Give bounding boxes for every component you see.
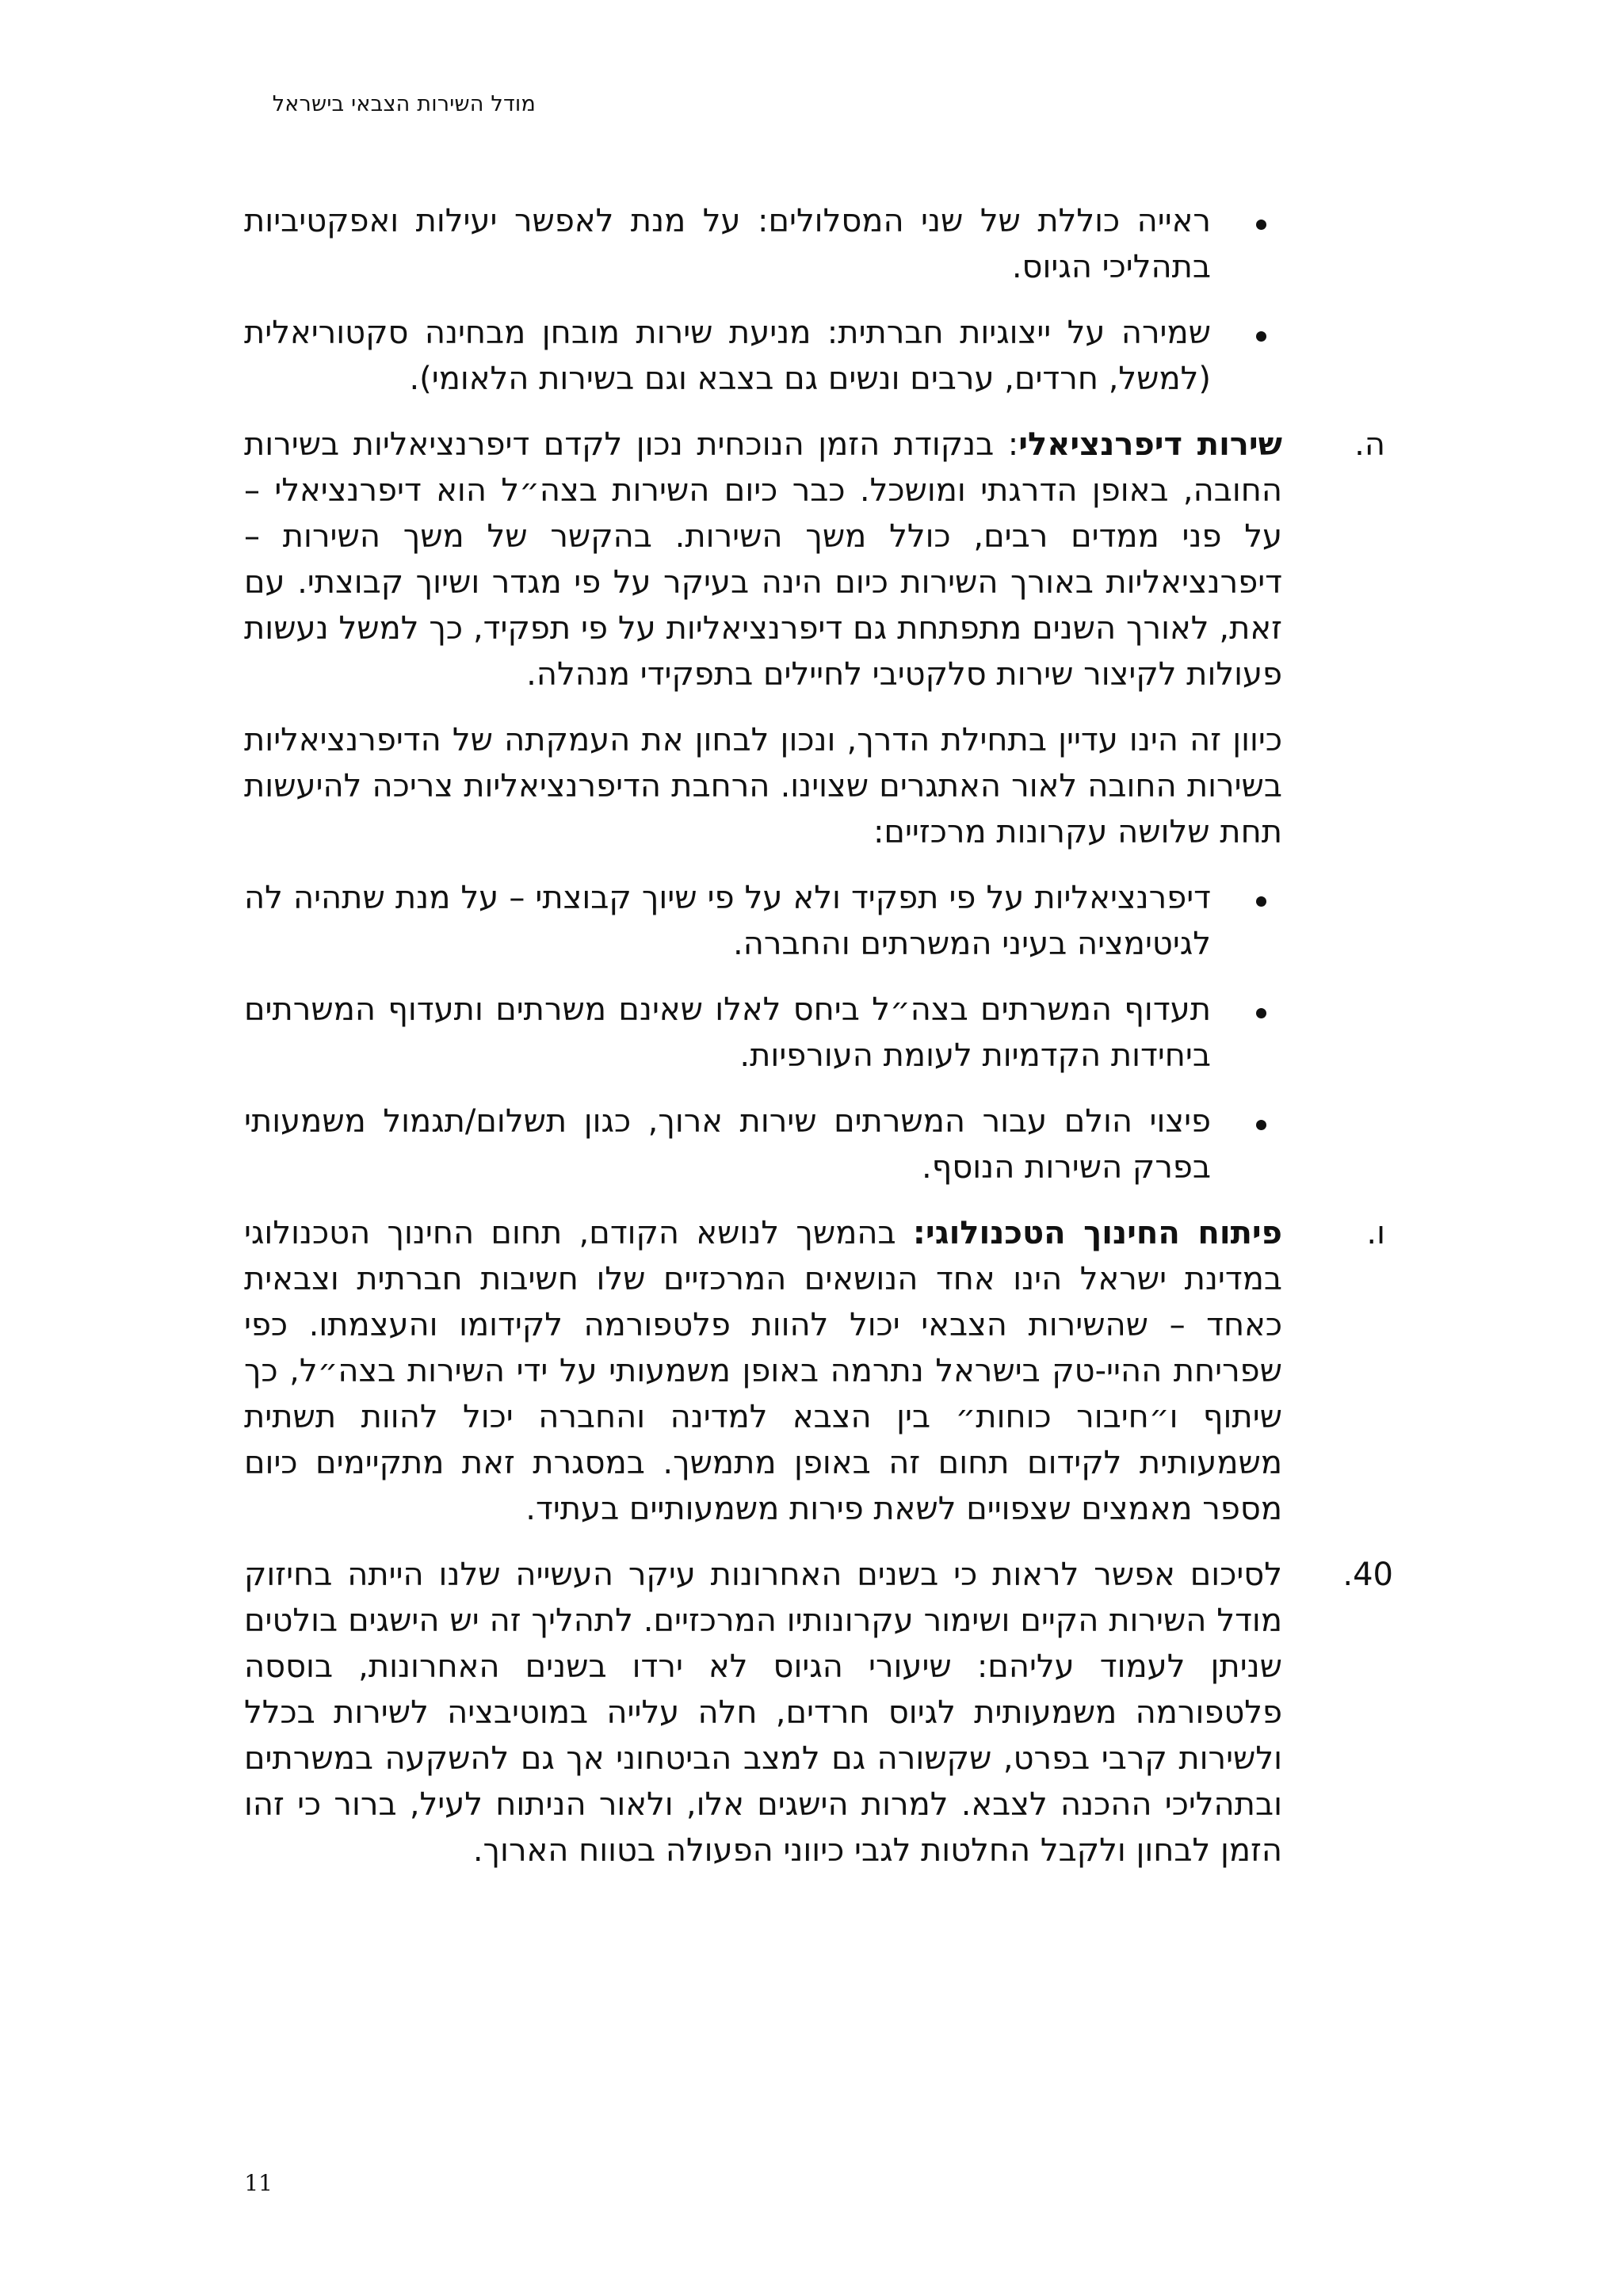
paragraph-number: 40. — [1342, 1557, 1393, 1593]
bullet-item — [244, 987, 1282, 1079]
bullet-item — [244, 310, 1282, 402]
bullet-text: דיפרנציאליות על פי תפקיד ולא על פי שיוך קבוצתי – על מנת שתהיה לה לגיטימציה בעיני המשרתים והחברה. — [244, 880, 1211, 962]
bullet-item — [244, 875, 1282, 967]
section-vav — [244, 1210, 1385, 1532]
bullet-item — [244, 198, 1282, 290]
section-marker: ה. — [1354, 426, 1385, 463]
bullet-text: שמירה על ייצוגיות חברתית: מניעת שירות מובחן מבחינה סקטוריאלית (למשל, חרדים, ערבים ונשים גם בצבא וגם בשירות הלאומי). — [244, 315, 1211, 397]
section-he — [244, 422, 1385, 697]
bullet-text: תעדוף המשרתים בצה״ל ביחס לאלו שאינם משרתים ותעדוף המשרתים ביחידות הקדמיות לעומת העורפיות. — [244, 991, 1211, 1074]
section-title: שירות דיפרנציאלי — [1018, 426, 1282, 463]
bullet-dot-icon — [1256, 331, 1266, 342]
bullet-text: פיצוי הולם עבור המשרתים שירות ארוך, כגון תשלום/תגמול משמעותי בפרק השירות הנוסף. — [244, 1103, 1211, 1186]
bullet-text: ראייה כוללת של שני המסלולים: על מנת לאפשר יעילות ואפקטיביות בתהליכי הגיוס. — [244, 203, 1211, 285]
paragraph-text: לסיכום אפשר לראות כי בשנים האחרונות עיקר העשייה שלנו הייתה בחיזוק מודל השירות הקיים ושימור עקרונותיו המרכזיים. לתהליך זה יש הישגים בולטים שניתן לעמוד עליהם: שיעורי הגיוס לא ירדו בשנים האחרונות, בוססה פלטפורמה משמעותית לגיוס חרדים, חלה עלייה במוטיבציה לשירות בכלל ולשירות קרבי בפרט, שקשורה גם למצב הביטחוני אך גם להשקעה במשרתים ובתהליכי ההכנה לצבא. למרות הישגים אלו, ולאור הניתוח לעיל, ברור כי זהו הזמן לבחון ולקבל החלטות לגבי כיווני הפעולה בטווח הארוך. — [244, 1557, 1282, 1869]
page-number: 11 — [244, 2170, 273, 2196]
running-header: מודל השירות הצבאי בישראל — [272, 92, 536, 117]
paragraph-text: כיוון זה הינו עדיין בתחילת הדרך, ונכון לבחון את העמקתה של הדיפרנציאליות בשירות החובה לאור האתגרים שצוינו. הרחבת הדיפרנציאליות צריכה להיעשות תחת שלושה עקרונות מרכזיים: — [244, 722, 1282, 850]
section-title: פיתוח החינוך הטכנולוגי: — [912, 1215, 1282, 1251]
section-text: : בנקודת הזמן הנוכחית נכון לקדם דיפרנציאליות בשירות החובה, באופן הדרגתי ומושכל. כבר כיום השירות בצה״ל הוא דיפרנציאלי – על פני ממדים רבים, כולל משך השירות. בהקשר של משך השירות – דיפרנציאליות באורך השירות כיום הינה בעיקר על פי מגדר ושיוך קבוצתי. עם זאת, לאורך השנים מתפתחת גם דיפרנציאליות על פי תפקיד, כך למשל נעשות פעולות לקיצור שירות סלקטיבי לחיילים בתפקידי מנהלה. — [244, 426, 1282, 693]
bullet-dot-icon — [1256, 220, 1266, 230]
page-content — [244, 198, 1393, 1874]
bullet-item — [244, 1098, 1282, 1190]
section-he-paragraph-2 — [244, 717, 1282, 855]
bullet-dot-icon — [1256, 896, 1266, 907]
section-body — [244, 1210, 1282, 1532]
section-text: בהמשך לנושא הקודם, תחום החינוך הטכנולוגי במדינת ישראל הינו אחד הנושאים המרכזיים שלו חשיבות חברתית וצבאית כאחד – שהשירות הצבאי יכול להוות פלטפורמה לקידומו והעצמתו. כפי שפריחת ההיי-טק בישראל נתרמה באופן משמעותי על ידי השירות בצה״ל, כך שיתוף ו״חיבור כוחות״ בין הצבא למדינה והחברה יכול להוות תשתית משמעותית לקידום תחום זה באופן מתמשך. במסגרת זאת מתקיימים כיום מספר מאמצים שצפויים לשאת פירות משמעותיים בעתיד. — [244, 1215, 1282, 1527]
section-body — [244, 422, 1282, 697]
section-marker: ו. — [1366, 1215, 1385, 1251]
bullet-dot-icon — [1256, 1120, 1266, 1130]
numbered-paragraph-40 — [244, 1552, 1393, 1874]
bullet-dot-icon — [1256, 1008, 1266, 1018]
